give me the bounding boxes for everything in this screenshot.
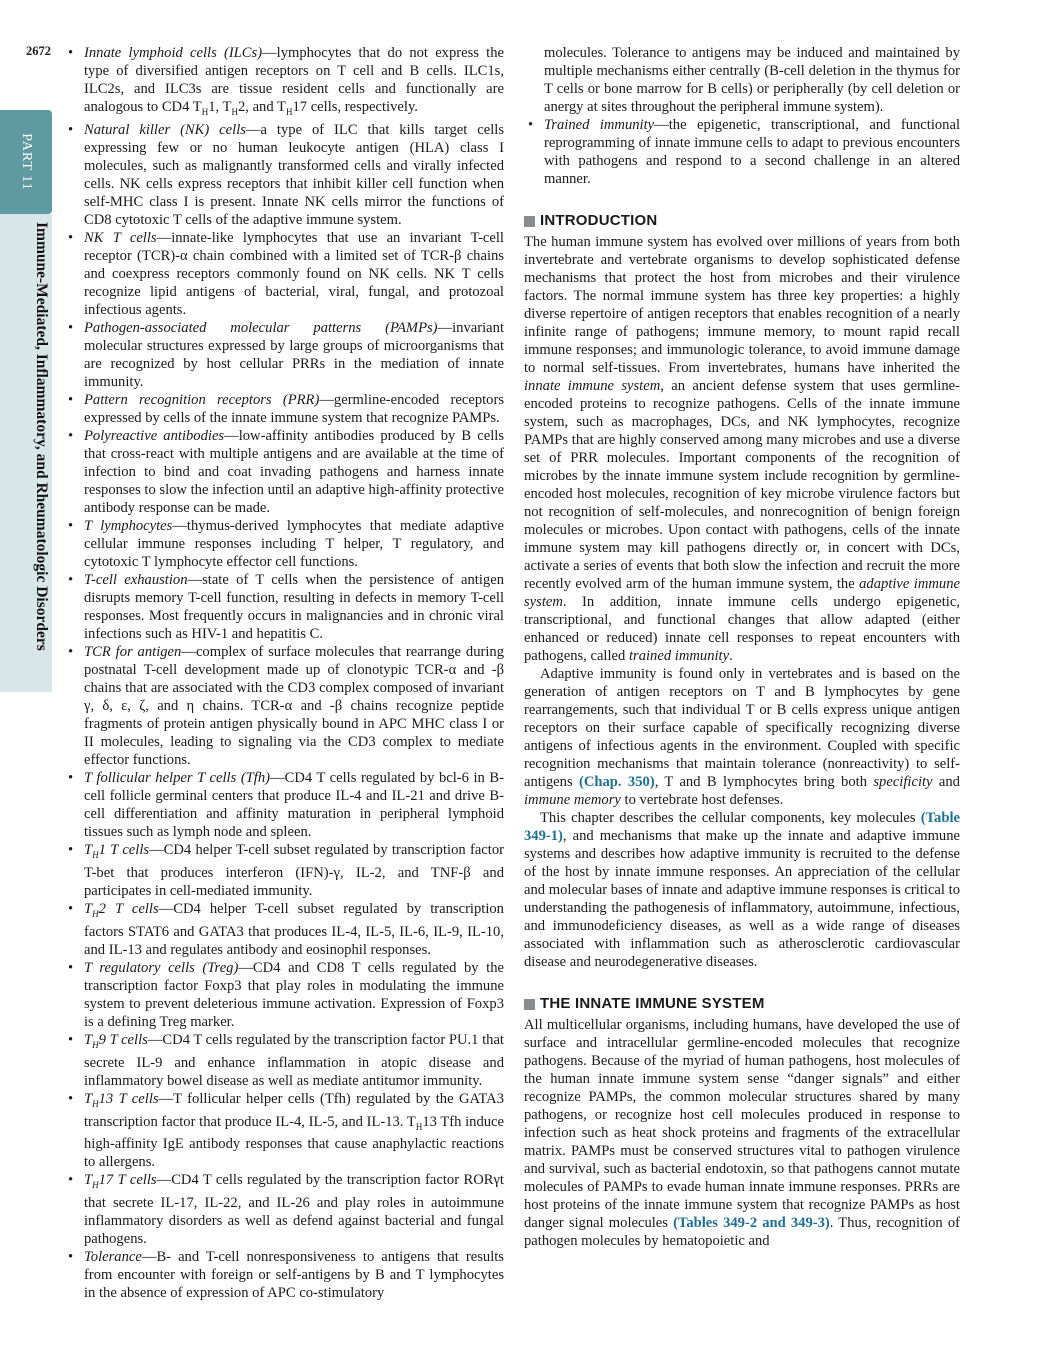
definition-text: —complex of surface molecules that rearrange during postnatal T-cell development made up of clonotypic TCR-α and -β chains that are associated with the CD3 complex composed of invariant γ, δ, ε, ζ, and η chains. TCR-α and -β chains recognize peptide fragments of protein antigen physically bound in APC MHC class I or II molecules, leading to signaling via the CD3 complex to mediate effector functions. [84,643,504,768]
intro-paragraph-3 [524,809,960,971]
definition-text: —CD4 T cells regulated by bcl-6 in B-cell follicle germinal centers that produce IL-4 and IL-21 and drive B-cell differentiation and affinity maturation in peripheral lymphoid tissues such as lymph node and spleen. [84,769,504,840]
definition-term: Pathogen-associated molecular patterns (PAMPs) [84,319,438,336]
definition-text: —innate-like lymphocytes that use an invariant T-cell receptor (TCR)-α chain combined with a limited set of TCR-β chains and coexpress receptors commonly found on NK cells. NK T cells recognize lipid antigens of bacterial, viral, fungal, and protozoal infectious agents. [84,229,504,318]
definition-item [64,1248,504,1302]
definition-term: Polyreactive antibodies [84,427,225,444]
definition-term: $T_H13$ T cells [84,1090,159,1109]
definition-term: $T_H9$ T cells [84,1031,148,1050]
text-run: , and mechanisms that make up the innate and adaptive immune systems and describes how adaptive immunity is recruited to the defense of the host by innate immune responses. An appreciation of the cellular and molecular bases of innate and adaptive immune responses is critical to understanding the pathogenesis of inflammatory, autoimmune, infectious, and immunodeficiency diseases, as well as a wide range of diseases associated with inflammation such as atherosclerotic cardiovascular disease and neurodegenerative diseases. [524,828,960,970]
definition-term: Pattern recognition receptors (PRR) [84,391,320,408]
definition-item [64,391,504,427]
definition-list-continued [524,116,960,188]
definition-item [64,643,504,769]
text-run: , T and B lymphocytes bring both [654,774,874,790]
heading-square-icon [524,999,535,1010]
introduction-heading [524,212,960,230]
definition-item [64,517,504,571]
definition-term: $T_H1$ T cells [84,841,150,860]
definition-list [64,44,504,1302]
definition-term: Natural killer (NK) cells [84,121,246,138]
text-run: The human immune system has evolved over millions of years from both invertebrate and vertebrate organisms to develop sophisticated defense mechanisms that protect the host from microbes and their virulence factors. The normal immune system has three key properties: a highly diverse repertoire of antigen receptors that enables recognition of a nearly infinite range of pathogens; immune memory, to mount rapid recall immune responses; and immunologic tolerance, to avoid immune damage to normal self-tissues. From invertebrates, humans have inherited the [524,234,960,376]
text-run: All multicellular organisms, including humans, have developed the use of surface and intracellular germline-encoded molecules that recognize pathogens. Because of the myriad of human pathogens, host molecules of the human innate immune system sense “danger signals” and either recognize PAMPs, the common molecular structures shared by many pathogens, or recognize host cell molecules produced in response to infection such as heat shock proteins and fragments of the extracellular matrix. PAMPs must be conserved structures vital to pathogen virulence and survival, such as bacterial endotoxin, so that pathogens cannot mutate molecules of PAMPs to evade human innate immune responses. PRRs are host proteins of the innate immune system that recognize PAMPs as host danger signal molecules [524,1017,960,1231]
text-run: . [729,648,733,664]
text-run: , an ancient defense system that uses germline-encoded proteins to recognize pathogens. Cells of the innate immune system, such as macrophages, DCs, and NK lymphocytes, recognize PAMPs that are highly conserved among many microbes and use a diverse set of PRR molecules. Important components of the recognition of microbes by the innate immune system include recognition by germline-encoded host molecules, recognition of key microbe virulence factors but not recognition of self-molecules, and nonrecognition of benign foreign molecules or microbes. Upon contact with pathogens, cells of the innate immune system may kill pathogens directly or, in concert with DCs, activate a series of events that both slow the infection and recruit the more recently evolved arm of the human immune system, the [524,378,961,592]
emphasis: immune memory [524,792,621,808]
intro-paragraph-2 [524,665,960,809]
left-column [64,44,504,1302]
definition-item [64,319,504,391]
definition-term: Innate lymphoid cells (ILCs) [84,45,263,61]
definition-text: —B- and T-cell nonresponsiveness to antigens that results from encounter with foreign or self-antigens by B and T lymphocytes in the absence of expression of APC co-stimulatory [84,1249,504,1302]
emphasis: specificity [873,774,933,790]
heading-text: THE INNATE IMMUNE SYSTEM [540,995,765,1012]
definition-text: —invariant molecular structures expressed by large groups of microorganisms that are recognized by host cellular PRRs in the mediation of innate immunity. [84,319,504,390]
definition-text: —the epigenetic, transcriptional, and functional reprogramming of innate immune cells to adapt to previous encounters with pathogens and respond to a second challenge in an altered manner. [544,117,960,187]
definition-text: —a type of ILC that kills target cells expressing few or no human leukocyte antigen (HLA) class I molecules, such as malignantly transformed cells and virally infected cells. NK cells express receptors that inhibit killer cell function when self-MHC class I is present. Innate NK cells mirror the functions of CD8 cytotoxic T cells of the adaptive immune system. [84,121,504,228]
definition-text: —CD4 and CD8 T cells regulated by the transcription factor Foxp3 that play roles in modulating the immune system to prevent deleterious immune activation. Expression of Foxp3 is a defining Treg marker. [84,959,504,1030]
definition-item [64,44,504,121]
definition-item [64,571,504,643]
heading-text: INTRODUCTION [540,212,658,229]
definition-term: T regulatory cells (Treg) [84,959,239,976]
definition-term: $T_H17$ T cells [84,1172,157,1191]
definition-text: —state of T cells when the persistence of antigen disrupts memory T-cell function, resulting in defects in memory T-cell responses. Most frequently occurs in malignancies and in chronic viral infections such as HIV-1 and hepatitis C. [84,571,504,642]
definition-term: Tolerance [84,1249,142,1266]
page-number: 2672 [26,44,51,58]
continuation-text: molecules. Tolerance to antigens may be induced and maintained by multiple mechanisms either centrally (B-cell deletion in the thymus for T cells or bone marrow for B cells) or peripherally (by cell deletion or anergy at sites throughout the peripheral immune system). [544,45,960,115]
definition-term: $T_H2$ T cells [84,900,159,919]
text-run: and [932,774,960,790]
part-tab [0,110,52,214]
innate-immune-heading [524,995,960,1013]
definition-text: —CD4 helper T-cell subset regulated by transcription factor T-bet that produces interferon (IFN)-γ, IL-2, and TNF-β and participates in cell-mediated immunity. [84,841,504,899]
innate-paragraph-1 [524,1016,960,1250]
definition-term: NK T cells [84,229,157,246]
tables-link[interactable]: (Tables 349-2 and 349-3) [673,1215,830,1231]
definition-item [64,959,504,1031]
definition-item [64,1171,504,1248]
definition-item [64,1031,504,1090]
definition-text: —low-affinity antibodies produced by B cells that cross-react with multiple antigens and are available at the time of infection to bind and coat invading pathogens and harness innate responses to slow the infection until an adaptive high-affinity protective antibody response can be made. [84,427,505,516]
definition-text: —CD4 T cells regulated by the transcription factor RORγt that secrete IL-17, IL-22, and IL-26 and play roles in autoimmune inflammatory disorders as well as defend against bacterial and fungal pathogens. [84,1172,504,1248]
definition-item [524,116,960,188]
text-run: Adaptive immunity is found only in vertebrates and is based on the generation of antigen receptors on T and B lymphocytes by gene rearrangements, such that individual T or B cells express unique antigen receptors on their surface capable of specifically recognizing diverse antigens of infectious agents in the environment. Coupled with specific recognition mechanisms that maintain tolerance (nonreactivity) to self-antigens [524,666,960,790]
emphasis: innate immune system [524,378,661,394]
text-run: . Thus, recognition of pathogen molecules by hematopoietic and [524,1215,960,1249]
definition-item [64,427,504,517]
definition-text: —T follicular helper cells (Tfh) regulated by the GATA3 transcription factor that produce IL-4, IL-5, and IL-13. $T_H13$ Tfh induce high-affinity IgE antibody responses that cause anaphylactic reactions to allergens. [84,1090,504,1171]
text-run: . In addition, innate immune cells undergo epigenetic, transcriptional, and functional changes that allow adapted (either enhanced or reduced) innate cell responses to repeat encounters with pathogens, called [524,594,960,664]
definition-text: —thymus-derived lymphocytes that mediate adaptive cellular immune responses including T helper, T regulatory, and cytotoxic T lymphocyte effector cell functions. [84,517,504,570]
definition-term: T lymphocytes [84,517,173,534]
definition-item [64,121,504,229]
emphasis: adaptive immune system [524,576,960,610]
section-title-vertical: Immune-Mediated, Inflammatory, and Rheumatologic Disorders [33,222,50,651]
definition-text: —germline-encoded receptors expressed by cells of the innate immune system that recognize PAMPs. [84,391,505,426]
definition-term: Trained immunity [544,117,655,133]
chapter-link[interactable]: (Chap. 350) [579,774,655,790]
definition-item [64,229,504,319]
table-link[interactable]: (Table 349-1) [524,810,960,844]
definition-item [64,769,504,841]
definition-term: TCR for antigen [84,643,182,660]
definition-text: —lymphocytes that do not express the type of diversified antigen receptors on T cell and B cells. ILC1s, ILC2s, and ILC3s are tissue resident cells and functionally are analogous to CD4 $T_H1$, $T_H2$, and $T_H17$ cells, respectively. [84,45,504,117]
part-label: PART 11 [19,133,34,191]
definition-term: T follicular helper T cells (Tfh) [84,769,271,786]
definition-text: —CD4 helper T-cell subset regulated by transcription factors STAT6 and GATA3 that produces IL-4, IL-5, IL-6, IL-9, IL-10, and IL-13 and regulates antibody and eosinophil responses. [84,900,504,958]
text-run: This chapter describes the cellular components, key molecules [540,810,921,826]
definition-item [64,1090,504,1172]
definition-text: —CD4 T cells regulated by the transcription factor PU.1 that secrete IL-9 and enhance inflammation in atopic disease and inflammatory bowel disease as well as mediate antitumor immunity. [84,1031,504,1089]
definition-item [64,841,504,900]
text-run: to vertebrate host defenses. [620,792,784,808]
emphasis: trained immunity [628,648,730,664]
definition-term: T-cell exhaustion [84,571,188,588]
definition-item [64,900,504,959]
heading-square-icon [524,216,535,227]
intro-paragraph-1 [524,233,960,665]
right-column [524,44,960,1250]
